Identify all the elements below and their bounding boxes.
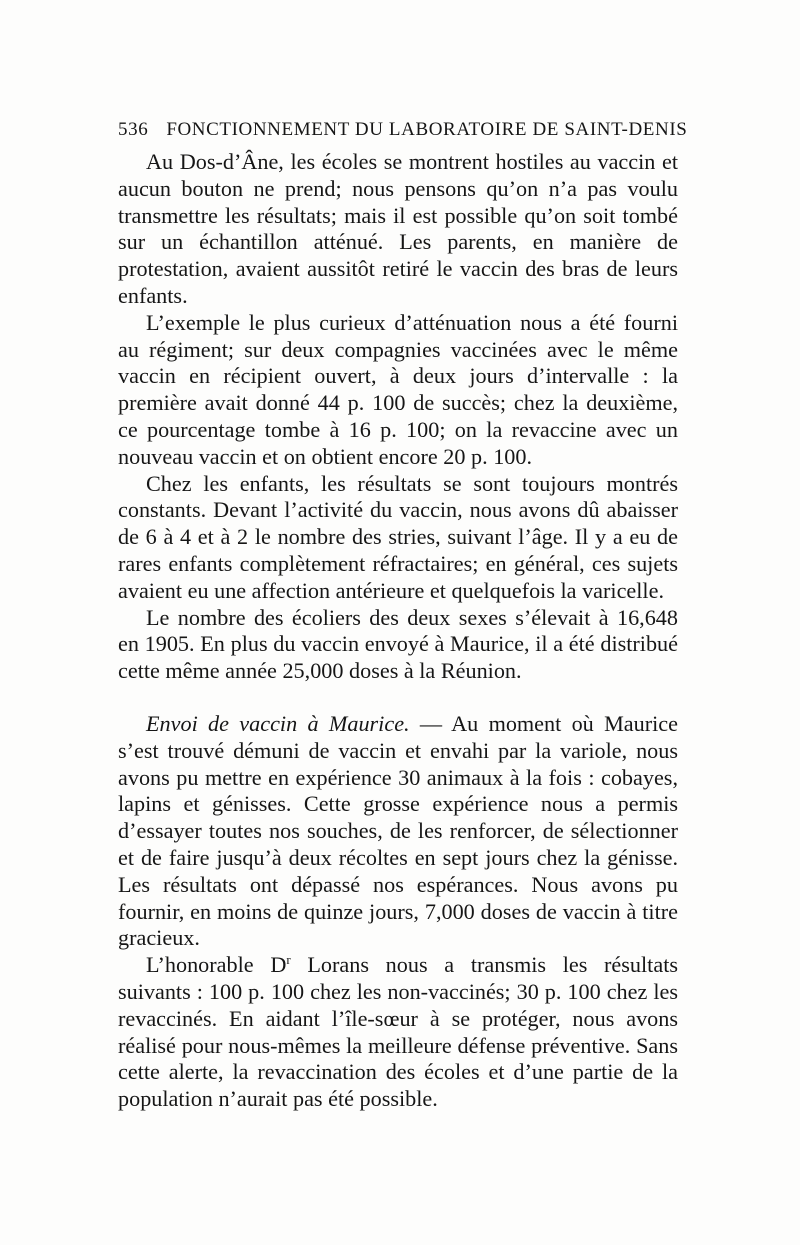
paragraph-schoolchildren-count: Le nombre des écoliers des deux sexes s’élevait à 16,648 en 1905. En plus du vaccin envoyé à Maurice, il a été distribué cette même année 25,000 doses à la Réunion. (118, 604, 678, 684)
paragraph-attenuation-example: L’exemple le plus curieux d’atténuation nous a été fourni au régiment; sur deux compagnies vaccinées avec le même vaccin en récipient ouvert, à deux jours d’intervalle : la première avait donné 44 p. 100 de succès; chez la deuxième, ce pourcentage tombe à 16 p. 100; on la revaccine avec un nouveau vaccin et on obtient encore 20 p. 100. (118, 309, 678, 469)
running-title: FONCTIONNEMENT DU LABORATOIRE DE SAINT-DENIS (166, 119, 688, 140)
doctor-superscript: r (286, 952, 291, 968)
paragraph-lorans-results (118, 952, 678, 1113)
body-text (118, 149, 678, 1113)
paragraph-children-results: Chez les enfants, les résultats se sont toujours montrés constants. Devant l’activité du vaccin, nous avons dû abaisser de 6 à 4 et à 2 le nombre des stries, suivant l’âge. Il y a eu de rares enfants complètement réfractaires; en général, ces sujets avaient eu une affection antérieure et quelquefois la varicelle. (118, 470, 678, 603)
section-title: Envoi de vaccin à Maurice. (146, 710, 410, 736)
page-number: 536 (118, 119, 149, 140)
paragraph-envoi-maurice (118, 711, 678, 952)
section-text: — Au moment où Maurice s’est trouvé démuni de vaccin et envahi par la variole, nous avons pu mettre en expérience 30 animaux à la fois : cobayes, lapins et génisses. Cette grosse expérience nous a permis d’essayer toutes nos souches, de les renforcer, de sélectionner et de faire jusqu’à deux récoltes en sept jours chez la génisse. Les résultats ont dépassé nos espérances. Nous avons pu fournir, en moins de quinze jours, 7,000 doses de vaccin à titre gracieux. (118, 710, 678, 951)
lorans-text-rest: Lorans nous a transmis les résultats suivants : 100 p. 100 chez les non-vaccinés; 30 p. 100 chez les revaccinés. En aidant l’île-sœur à se protéger, nous avons réalisé pour nous-mêmes la meilleure défense préventive. Sans cette alerte, la revaccination des écoles et d’une partie de la population n’aurait pas été possible. (118, 952, 678, 1112)
running-header (118, 118, 688, 142)
paragraph-dos-d-ane: Au Dos-d’Âne, les écoles se montrent hostiles au vaccin et aucun bouton ne prend; nous pensons qu’on n’a pas voulu transmettre les résultats; mais il est possible qu’on soit tombé sur un échantillon atténué. Les parents, en manière de protestation, avaient aussitôt retiré le vaccin des bras de leurs enfants. (118, 149, 678, 308)
lorans-text-start: L’honorable D (146, 952, 287, 978)
